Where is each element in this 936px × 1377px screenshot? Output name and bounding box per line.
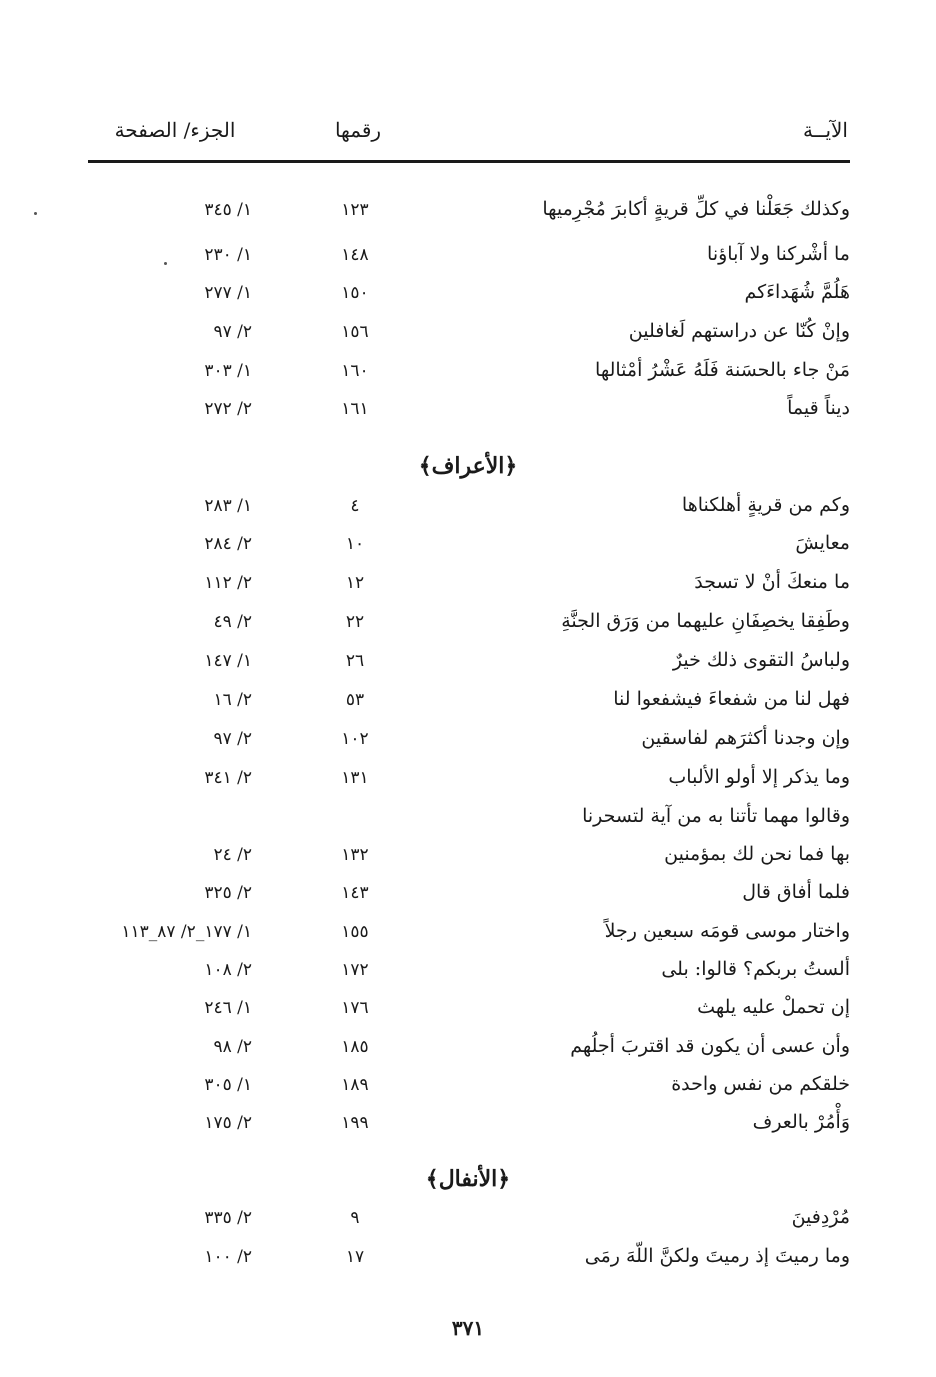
index-row — [0, 532, 936, 568]
index-row — [0, 1035, 936, 1071]
verse-number: ١٣١ — [341, 768, 369, 788]
page-reference: ٢/ ١٠٠ — [204, 1247, 252, 1267]
index-row — [0, 1073, 936, 1109]
index-row — [0, 1206, 936, 1242]
index-row — [0, 494, 936, 530]
index-row — [0, 610, 936, 646]
verse-text: ألستُ بربكم؟ قالوا: بلى — [661, 958, 850, 980]
verse-number: ١٦٠ — [341, 361, 369, 381]
verse-number: ١٥٠ — [341, 283, 369, 303]
verse-number: ١٩٩ — [341, 1113, 369, 1133]
index-row — [0, 320, 936, 356]
verse-number: ١٧٢ — [341, 960, 369, 980]
verse-number: ١٥٦ — [341, 322, 369, 342]
page-reference: ١/ ١٤٧ — [204, 651, 252, 671]
page-reference: ٢/ ٩٧ — [213, 322, 252, 342]
verse-number: ١٧٦ — [341, 998, 369, 1018]
index-row — [0, 1245, 936, 1281]
index-row — [0, 649, 936, 685]
verse-number: ١٢٣ — [341, 200, 369, 220]
page-reference: ٢/ ١١٢ — [204, 573, 252, 593]
verse-text: بها فما نحن لك بمؤمنين — [664, 843, 850, 865]
page-reference: ٢/ ١٠٨ — [204, 960, 252, 980]
header-reference: الجزء/ الصفحة — [114, 118, 236, 142]
page-reference: ١/ ٢٧٧ — [204, 283, 252, 303]
index-row — [0, 805, 936, 841]
verse-number: ١٠ — [345, 534, 365, 554]
index-row — [0, 281, 936, 317]
index-row — [0, 243, 936, 279]
header-verse: الآيــة — [803, 118, 848, 142]
verse-text: فهل لنا من شفعاءَ فيشفعوا لنا — [613, 688, 850, 710]
index-row — [0, 571, 936, 607]
index-row — [0, 920, 936, 956]
header-rule — [88, 160, 850, 163]
page-reference: ٢/ ٢٨٤ — [204, 534, 252, 554]
verse-text: وطَفِقا يخصِفَانِ عليهما من وَرَق الجنَّةِ — [561, 610, 850, 632]
verse-text: وَأْمُرْ بالعرف — [752, 1111, 850, 1133]
header-number: رقمها — [334, 118, 382, 142]
verse-text: واختار موسى قومَه سبعين رجلاً — [604, 920, 850, 942]
page-reference: ٢/ ١٧٥ — [204, 1113, 252, 1133]
page-reference: ٢/ ٢٤ — [213, 845, 252, 865]
verse-text: وإن وجدنا أكثرَهم لفاسقين — [641, 727, 850, 749]
index-row — [0, 843, 936, 879]
verse-number: ١٥٥ — [341, 922, 369, 942]
section-heading-anfal: ﴿الأنفال﴾ — [425, 1166, 511, 1192]
verse-text: ما منعكَ أنْ لا تسجدَ — [694, 571, 850, 593]
verse-number: ١٧ — [345, 1247, 365, 1267]
verse-number: ٢٢ — [345, 612, 365, 632]
verse-number: ١٣٢ — [341, 845, 369, 865]
verse-number: ١٤٣ — [341, 883, 369, 903]
page-number: ٣٧١ — [451, 1316, 485, 1340]
verse-text: ما أشْركنا ولا آباؤنا — [707, 243, 850, 265]
verse-number: ١٢ — [345, 573, 365, 593]
verse-number: ١٨٥ — [341, 1037, 369, 1057]
verse-text: وما رميتَ إذ رميتَ ولكنَّ اللّهَ رمَى — [584, 1245, 850, 1267]
verse-number: ١٠٢ — [341, 729, 369, 749]
verse-text: وقالوا مهما تأتنا به من آية لتسحرنا — [582, 805, 850, 827]
verse-text: وما يذكر إلا أولو الألباب — [668, 766, 850, 788]
page-reference: ٢/ ٤٩ — [213, 612, 252, 632]
page-reference: ٢/ ٣٢٥ — [204, 883, 252, 903]
verse-text: وكم من قريةٍ أهلكناها — [681, 494, 850, 516]
page-reference: ٢/ ٣٤١ — [204, 768, 252, 788]
verse-text: فلما أفاق قال — [742, 881, 850, 903]
index-row — [0, 359, 936, 395]
page-reference: ١/ ٢٨٣ — [204, 496, 252, 516]
verse-number: ١٨٩ — [341, 1075, 369, 1095]
page-reference: ١/ ٣٠٣ — [204, 361, 252, 381]
verse-text: وأن عسى أن يكون قد اقتربَ أجلُهم — [570, 1035, 850, 1057]
page-reference: ١/ ١٧٧_٢/ ٨٧_١١٣ — [121, 922, 252, 942]
index-row — [0, 198, 936, 234]
verse-number: ٢٦ — [345, 651, 365, 671]
page-reference: ١/ ٢٤٦ — [204, 998, 252, 1018]
verse-text: وإنْ كُنّا عن دراستهم لَغافلين — [628, 320, 850, 342]
page-reference: ٢/ ٩٨ — [213, 1037, 252, 1057]
index-row — [0, 1111, 936, 1147]
index-row — [0, 727, 936, 763]
verse-number: ٥٣ — [345, 690, 365, 710]
verse-number: ١٦١ — [341, 399, 369, 419]
index-row — [0, 881, 936, 917]
verse-number: ٤ — [350, 496, 360, 516]
index-row — [0, 958, 936, 994]
page-reference: ٢/ ١٦ — [213, 690, 252, 710]
index-row — [0, 397, 936, 433]
verse-number: ١٤٨ — [341, 245, 369, 265]
section-heading-araf: ﴿الأعراف﴾ — [418, 453, 518, 479]
verse-text: إن تحملْ عليه يلهث — [697, 996, 850, 1018]
verse-text: ديناً قيماً — [787, 397, 850, 419]
index-row — [0, 688, 936, 724]
page-reference: ١/ ٢٣٠ — [204, 245, 252, 265]
index-row — [0, 766, 936, 802]
verse-text: مَنْ جاء بالحسَنة فَلَهُ عَشْرُ أمْثالها — [595, 359, 850, 381]
verse-number: ٩ — [350, 1208, 360, 1228]
page-reference: ١/ ٣٠٥ — [204, 1075, 252, 1095]
page-reference: ٢/ ٢٧٢ — [204, 399, 252, 419]
index-row — [0, 996, 936, 1032]
verse-text: مُرْدِفينَ — [791, 1206, 850, 1228]
page-reference: ٢/ ٩٧ — [213, 729, 252, 749]
verse-text: معايشَ — [795, 532, 850, 554]
page-reference: ١/ ٣٤٥ — [204, 200, 252, 220]
verse-text: وكذلك جَعَلْنا في كلِّ قريةٍ أكابرَ مُجْرِميها — [542, 198, 850, 220]
verse-text: خلقكم من نفس واحدة — [671, 1073, 850, 1095]
verse-text: هَلُمَّ شُهَداءَكم — [744, 281, 850, 303]
verse-text: ولباسُ التقوى ذلك خيرٌ — [672, 649, 850, 671]
page-reference: ٢/ ٣٣٥ — [204, 1208, 252, 1228]
